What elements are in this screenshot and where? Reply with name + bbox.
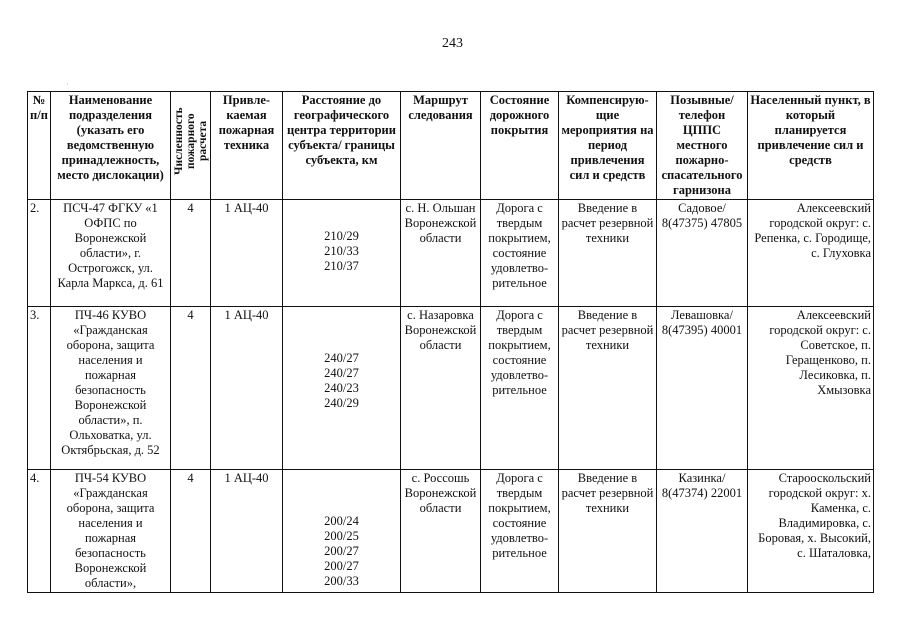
page-number: 243 — [442, 36, 463, 51]
row-number: 2. — [28, 200, 51, 307]
unit-cell: ПЧ-46 КУВО «Гражданская оборона, защита населения и пожарная безопасность Воронежской области», п. Ольховатка, ул. Октябрьская, д. 52 — [51, 307, 171, 470]
distance-cell — [283, 307, 401, 470]
distance-values: 200/24 200/25 200/27 200/27 200/33 — [324, 514, 359, 588]
unit-cell: ПЧ-54 КУВО «Гражданская оборона, защита населения и пожарная безопасность Воронежской области», — [51, 470, 171, 593]
equipment-cell: 1 АЦ-40 — [211, 200, 283, 307]
settlement-cell: Алексеевский городской округ: с. Репенка, с. Городище, с. Глуховка — [748, 200, 874, 307]
crew-cell: 4 — [171, 307, 211, 470]
distance-cell — [283, 200, 401, 307]
header-crew-text: Численность пожарного расчета — [173, 107, 209, 175]
header-unit: Наименование подразделения (указать его ведомственную принадлежность, место дислокации) — [51, 92, 171, 200]
distance-values: 240/27 240/27 240/23 240/29 — [324, 351, 359, 410]
table-row — [28, 470, 874, 593]
route-cell: с. Назаровка Воронежской области — [401, 307, 481, 470]
settlement-cell: Алексеевский городской округ: с. Советское, п. Геращенково, п. Лесиковка, п. Хмызовка — [748, 307, 874, 470]
equipment-cell: 1 АЦ-40 — [211, 470, 283, 593]
callsign-cell: Левашовка/ 8(47395) 40001 — [657, 307, 748, 470]
road-cell: Дорога с твердым покрытием, состояние удовлетво-рительное — [481, 470, 559, 593]
table-header-row — [28, 92, 874, 200]
measures-cell: Введение в расчет резервной техники — [559, 470, 657, 593]
unit-cell: ПСЧ-47 ФГКУ «1 ОФПС по Воронежской области», г. Острогожск, ул. Карла Маркса, д. 61 — [51, 200, 171, 307]
settlement-cell: Старооскольский городской округ: х. Каменка, с. Владимировка, с. Боровая, х. Высокий, с. Шаталовка, — [748, 470, 874, 593]
scan-mark: · — [66, 80, 69, 89]
equipment-cell: 1 АЦ-40 — [211, 307, 283, 470]
distance-cell — [283, 470, 401, 593]
crew-cell: 4 — [171, 200, 211, 307]
measures-cell: Введение в расчет резервной техники — [559, 307, 657, 470]
callsign-cell: Казинка/ 8(47374) 22001 — [657, 470, 748, 593]
header-callsign: Позывные/ телефон ЦППС местного пожарно-спасательного гарнизона — [657, 92, 748, 200]
row-number: 3. — [28, 307, 51, 470]
route-cell: с. Россошь Воронежской области — [401, 470, 481, 593]
header-measures: Компенсирую-щие мероприятия на период привлечения сил и средств — [559, 92, 657, 200]
route-cell: с. Н. Ольшан Воронежской области — [401, 200, 481, 307]
table-row — [28, 307, 874, 470]
header-route: Маршрут следования — [401, 92, 481, 200]
road-cell: Дорога с твердым покрытием, состояние удовлетво-рительное — [481, 200, 559, 307]
road-cell: Дорога с твердым покрытием, состояние удовлетво-рительное — [481, 307, 559, 470]
distance-values: 210/29 210/33 210/37 — [324, 229, 359, 273]
measures-cell: Введение в расчет резервной техники — [559, 200, 657, 307]
row-number: 4. — [28, 470, 51, 593]
crew-cell: 4 — [171, 470, 211, 593]
header-equipment: Привле-каемая пожарная техника — [211, 92, 283, 200]
table-row — [28, 200, 874, 307]
header-crew — [171, 92, 211, 200]
callsign-cell: Садовое/ 8(47375) 47805 — [657, 200, 748, 307]
header-settlement: Населенный пункт, в который планируется привлечение сил и средств — [748, 92, 874, 200]
header-distance: Расстояние до географического центра территории субъекта/ границы субъекта, км — [283, 92, 401, 200]
header-number: № п/п — [28, 92, 51, 200]
header-road: Состояние дорожного покрытия — [481, 92, 559, 200]
fire-units-table — [27, 91, 874, 593]
